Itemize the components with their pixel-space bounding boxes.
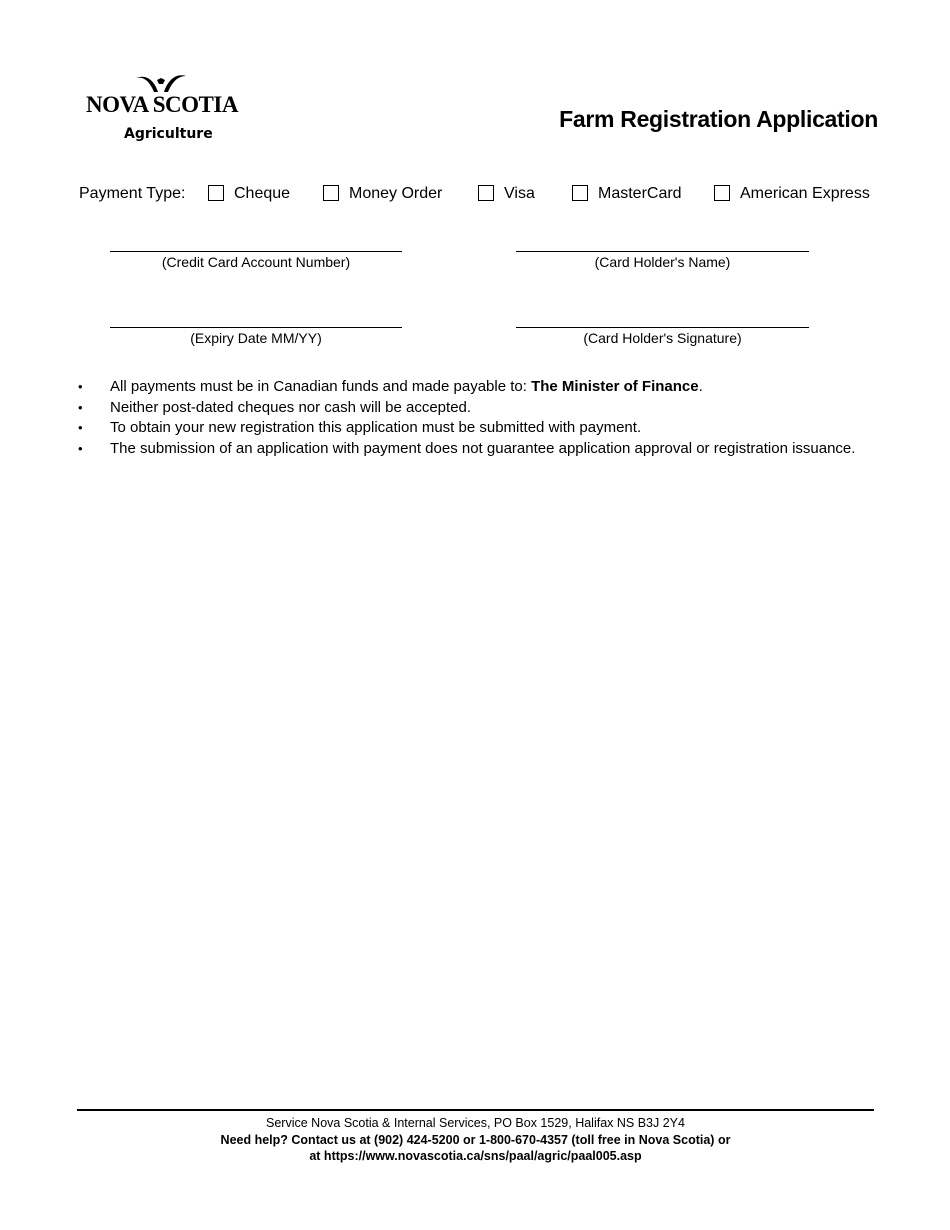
footer-divider	[77, 1109, 874, 1111]
bullet-icon: •	[78, 440, 83, 456]
note-text: Neither post-dated cheques nor cash will be accepted.	[110, 398, 472, 416]
mastercard-label: MasterCard	[598, 185, 682, 202]
american-express-label: American Express	[740, 185, 870, 202]
list-item	[78, 398, 898, 419]
visa-label: Visa	[504, 185, 535, 202]
cheque-label: Cheque	[234, 185, 291, 202]
list-item	[78, 377, 898, 398]
logo-wordmark: NOVA SCOTIA	[86, 92, 238, 117]
expiry-input-line[interactable]	[110, 327, 402, 328]
payment-notes-list	[78, 377, 898, 459]
footer-contact: Need help? Contact us at (902) 424-5200 or 1-800-670-4357 (toll free in Nova Scotia) or	[220, 1132, 731, 1147]
money-order-checkbox[interactable]	[323, 185, 339, 201]
bullet-icon: •	[78, 399, 83, 415]
signature-caption: (Card Holder's Signature)	[583, 330, 742, 346]
signature-input-line[interactable]	[516, 327, 809, 328]
footer	[77, 1115, 874, 1165]
holder-name-input-line[interactable]	[516, 251, 809, 252]
expiry-caption: (Expiry Date MM/YY)	[190, 330, 322, 346]
visa-checkbox[interactable]	[478, 185, 494, 201]
note-end: .	[698, 378, 703, 395]
page-title: Farm Registration Application	[559, 106, 878, 132]
footer-url: at https://www.novascotia.ca/sns/paal/agric/paal005.asp	[309, 1149, 642, 1163]
note-text: To obtain your new registration this application must be submitted with payment.	[110, 419, 642, 436]
payment-type-label: Payment Type:	[79, 185, 186, 202]
nova-scotia-logo	[84, 70, 244, 148]
mastercard-checkbox[interactable]	[572, 185, 588, 201]
card-number-caption: (Credit Card Account Number)	[161, 254, 351, 270]
holder-name-caption: (Card Holder's Name)	[594, 254, 731, 270]
card-number-input-line[interactable]	[110, 251, 402, 252]
american-express-checkbox[interactable]	[714, 185, 730, 201]
payee-name: The Minister of Finance	[531, 378, 699, 395]
logo-department: Agriculture	[124, 126, 213, 142]
list-item	[78, 439, 898, 460]
bullet-icon: •	[78, 379, 83, 394]
note-text: All payments must be in Canadian funds and made payable to:	[110, 378, 532, 395]
footer-address: Service Nova Scotia & Internal Services, PO Box 1529, Halifax NS B3J 2Y4	[266, 1116, 685, 1130]
note-text: The submission of an application with payment does not guarantee application approval or registration issuance.	[110, 439, 856, 457]
money-order-label: Money Order	[349, 185, 443, 202]
cheque-checkbox[interactable]	[208, 185, 224, 201]
list-item	[78, 418, 898, 439]
bullet-icon: •	[78, 420, 83, 435]
